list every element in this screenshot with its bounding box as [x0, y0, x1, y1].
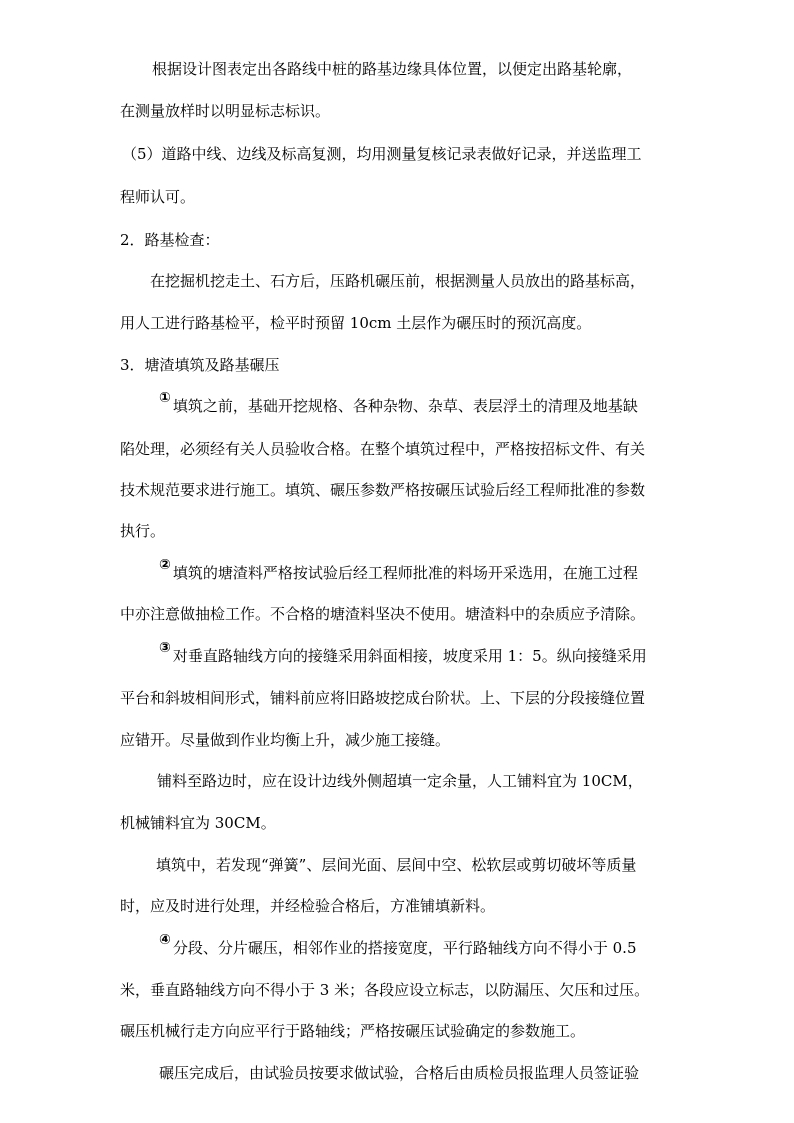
text-line: 应错开。尽量做到作业均衡上升，减少施工接缝。 — [120, 731, 451, 749]
text-line: （5）道路中线、边线及标高复测，均用测量复核记录表做好记录，并送监理工 — [122, 145, 642, 163]
text-line: 程师认可。 — [120, 188, 196, 206]
text-line: 碾压机械行走方向应平行于路轴线；严格按碾压试验确定的参数施工。 — [120, 1022, 586, 1040]
circled-number-1: ① — [159, 390, 171, 406]
numbered-paragraph-line: ④ 分段、分片碾压，相邻作业的搭接宽度，平行路轴线方向不得小于 0.5 — [159, 932, 637, 957]
text-line: 用人工进行路基检平，检平时预留 10cm 土层作为碾压时的预沉高度。 — [120, 314, 592, 332]
section-heading: 2．路基检查： — [120, 231, 220, 249]
circled-number-4: ④ — [159, 932, 171, 948]
text-line: 在测量放样时以明显标志标识。 — [120, 102, 331, 120]
numbered-paragraph-line: ③ 对垂直路轴线方向的接缝采用斜面相接，坡度采用 1：5。纵向接缝采用 — [159, 640, 647, 665]
circled-number-2: ② — [159, 557, 171, 573]
text-line: 在挖掘机挖走土、石方后，压路机碾压前，根据测量人员放出的路基标高， — [150, 272, 646, 290]
text-line: 填筑中，若发现“弹簧”、层间光面、层间中空、松软层或剪切破坏等质量 — [156, 856, 637, 874]
text-line: 时，应及时进行处理，并经检验合格后，方准铺填新料。 — [120, 897, 496, 915]
numbered-paragraph-line: ① 填筑之前，基础开挖规格、各种杂物、杂草、表层浮土的清理及地基缺 — [159, 390, 638, 415]
text-line: 平台和斜坡相间形式，铺料前应将旧路坡挖成台阶状。上、下层的分段接缝位置 — [120, 689, 646, 707]
text-line: 技术规范要求进行施工。填筑、碾压参数严格按碾压试验后经工程师批准的参数 — [120, 481, 646, 499]
numbered-paragraph-line: ② 填筑的塘渣料严格按试验后经工程师批准的料场开采选用，在施工过程 — [159, 557, 638, 582]
text-line: 根据设计图表定出各路线中桩的路基边缘具体位置，以便定出路基轮廓， — [152, 60, 633, 78]
text-line: 米，垂直路轴线方向不得小于 3 米；各段应设立标志，以防漏压、欠压和过压。 — [120, 981, 650, 999]
section-heading: 3．塘渣填筑及路基碾压 — [120, 356, 280, 374]
text-line: 中亦注意做抽检工作。不合格的塘渣料坚决不使用。塘渣料中的杂质应予清除。 — [120, 605, 646, 623]
circled-number-3: ③ — [159, 640, 171, 656]
text-line: 陷处理，必须经有关人员验收合格。在整个填筑过程中，严格按招标文件、有关 — [120, 440, 646, 458]
text-line: 执行。 — [120, 522, 166, 540]
text-line: 碾压完成后，由试验员按要求做试验，合格后由质检员报监理人员签证验 — [159, 1064, 640, 1082]
text-line: 铺料至路边时，应在设计边线外侧超填一定余量，人工铺料宜为 10CM， — [157, 772, 643, 790]
text-line: 机械铺料宜为 30CM。 — [120, 814, 276, 832]
